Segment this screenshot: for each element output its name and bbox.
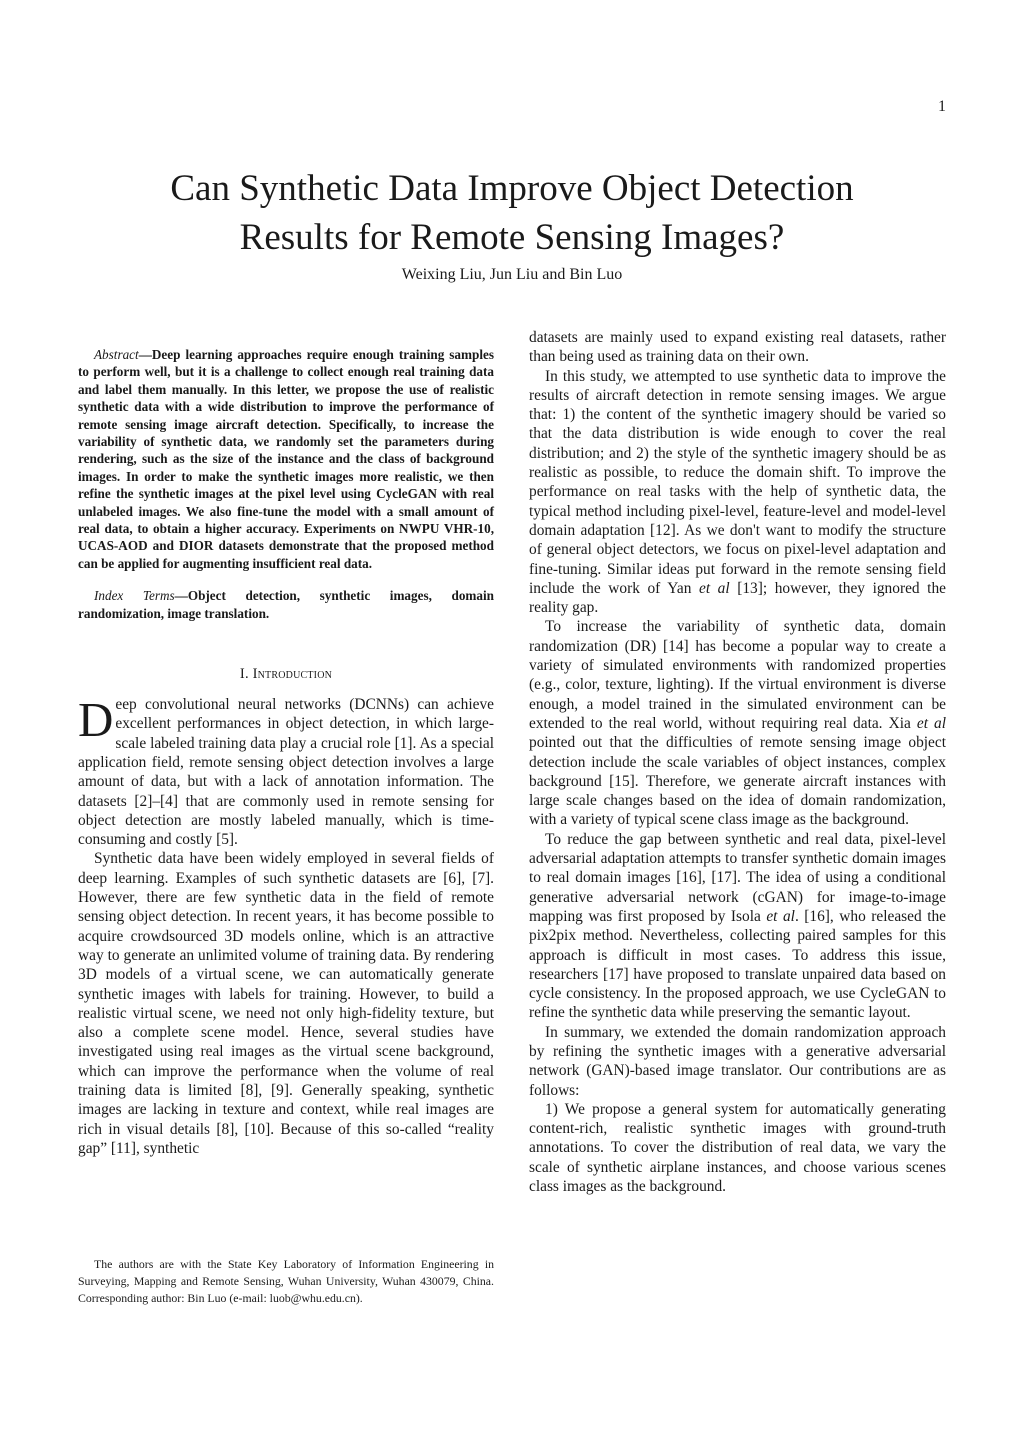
left-column	[78, 346, 494, 1158]
right-paragraph-4-text: To reduce the gap between synthetic and real data, pixel-level adversarial adaptation attempts to transfer synthetic domain images to real domain images [16], [17]. The idea of using a conditional generative adversarial network (cGAN) for image-to-image mapping was first proposed by Isola	[529, 830, 946, 925]
section-title: Introduction	[252, 666, 333, 683]
right-paragraph-3-text: To increase the variability of synthetic data, domain randomization (DR) [14] has become a popular way to create a variety of simulated environments with randomized properties (e.g., color, texture, lighting). If the virtual environment is diverse enough, a model trained in the simulated environment can be extended to the real world, without requiring real data. Xia	[529, 618, 946, 732]
citation-et-al: et al	[916, 714, 946, 732]
right-column	[529, 328, 946, 1196]
abstract-text: —Deep learning approaches require enough training samples to perform well, but it is a challenge to collect enough real training data and label them manually. In this letter, we propose the use of realistic synthetic data with a wide distribution to improve the performance of remote sensing image aircraft detection. Specifically, to increase the variability of synthetic data, we randomly set the parameters during rendering, such as the size of the instance and the class of background images. In order to make the synthetic images more realistic, we then refine the synthetic images at the pixel level using CycleGAN with real unlabeled images. We also fine-tune the model with a small amount of real data, to obtain a higher accuracy. Experiments on NWPU VHR-10, UCAS-AOD and DIOR datasets demonstrate that the proposed method can be applied for augmenting insufficient real data.	[78, 347, 494, 571]
right-paragraph-2-end: [13]; however, they ignored the reality gap.	[529, 579, 946, 617]
abstract-label: Abstract	[94, 347, 139, 362]
right-paragraph-6: 1) We propose a general system for automatically generating content-rich, realistic synthetic images with ground-truth annotations. To cover the distribution of real data, we vary the scale of synthetic airplane instances, and choose various scenes class images as the background.	[529, 1100, 946, 1196]
abstract-paragraph	[78, 346, 494, 572]
page-number: 1	[938, 98, 946, 115]
title-line-2: Results for Remote Sensing Images?	[239, 217, 785, 258]
right-paragraph-4	[529, 830, 946, 1023]
right-paragraph-1: datasets are mainly used to expand existing real datasets, rather than being used as training data on their own.	[529, 329, 946, 366]
author-list: Weixing Liu, Jun Liu and Bin Luo	[401, 266, 623, 283]
drop-cap: D	[78, 692, 114, 748]
abstract	[78, 346, 494, 572]
paper-title	[0, 164, 1024, 262]
right-paragraph-5: In summary, we extended the domain randomization approach by refining the synthetic images with a generative adversarial network (GAN)-based image translator. Our contributions are as follows:	[529, 1023, 946, 1099]
index-terms	[78, 587, 494, 622]
intro-paragraph-1	[78, 692, 494, 849]
section-numeral: I.	[239, 666, 249, 683]
author-affiliation-footnote: The authors are with the State Key Laboratory of Information Engineering in Surveying, Mapping and Remote Sensing, Wuhan University, Wuhan 430079, China. Corresponding author: Bin Luo (e-mail: luob@whu.edu.cn).	[78, 1257, 494, 1305]
citation-et-al: et al	[698, 579, 730, 597]
right-paragraph-3	[529, 617, 946, 829]
right-paragraph-4-end: . [16], who released the pix2pix method. Nevertheless, collecting paired samples for this approach is difficult in most cases. To address this issue, researchers [17] have proposed to translate unpaired data based on cycle consistency. In the proposed approach, we use CycleGAN to refine the synthetic data while preserving the semantic layout.	[529, 907, 947, 1022]
title-line-1: Can Synthetic Data Improve Object Detection	[170, 168, 854, 209]
index-terms-label: Index Terms	[94, 588, 175, 604]
intro-paragraph-2: Synthetic data have been widely employed in several fields of deep learning. Examples of such synthetic datasets are [6], [7]. However, there are few synthetic data in the field of remote sensing object detection. In recent years, it has become possible to acquire crowdsourced 3D models online, which is an attractive way to generate an unlimited volume of training data. By rendering 3D models of a virtual scene, we can automatically generate synthetic images with labels for training. However, to build a realistic virtual scene, we need not only high-fidelity texture, but also a complete scene model. Hence, several studies have investigated using real images as the virtual scene background, which can improve the performance when the volume of real training data is limited [8], [9]. Generally speaking, synthetic images are lacking in texture and context, while real images are rich in visual details [8], [10]. Because of this so-called “reality gap” [11], synthetic	[78, 850, 494, 1157]
index-terms-paragraph	[78, 587, 494, 622]
intro-paragraph-1-text: eep convolutional neural networks (DCNNs) can achieve excellent performances in object detection, in which large-scale labeled training data play a crucial role [1]. As a special application field, remote sensing object detection involves a large amount of data, but with a lack of annotation information. The datasets [2]–[4] that are commonly used in remote sensing for object detection are mostly labeled manually, which is time-consuming and costly [5].	[78, 696, 494, 849]
right-paragraph-2-text: In this study, we attempted to use synthetic data to improve the results of aircraft detection in remote sensing images. We argue that: 1) the content of the synthetic imagery should be varied so that the data distribution is wide enough to cover the real distribution; and 2) the style of the synthetic imagery should be as realistic as possible, to reduce the domain shift. To improve the performance on real tasks with the help of synthetic data, the typical method including pixel-level, feature-level and model-level domain adaptation [12]. As we don't want to modify the structure of general object detectors, we focus on pixel-level adaptation and fine-tuning. Similar ideas put forward in the remote sensing field include the work of Yan	[529, 367, 946, 597]
citation-et-al: et al	[766, 907, 795, 925]
section-heading-introduction	[78, 666, 494, 683]
index-terms-text: —Object detection, synthetic images, domain randomization, image translation.	[78, 588, 494, 621]
right-paragraph-2	[529, 367, 946, 618]
right-paragraph-3-end: pointed out that the difficulties of remote sensing image object detection include the scale variables of object instances, complex background [15]. Therefore, we generate aircraft instances with large scale changes based on the idea of domain randomization, with a variety of typical scene class image as the background.	[529, 734, 946, 829]
